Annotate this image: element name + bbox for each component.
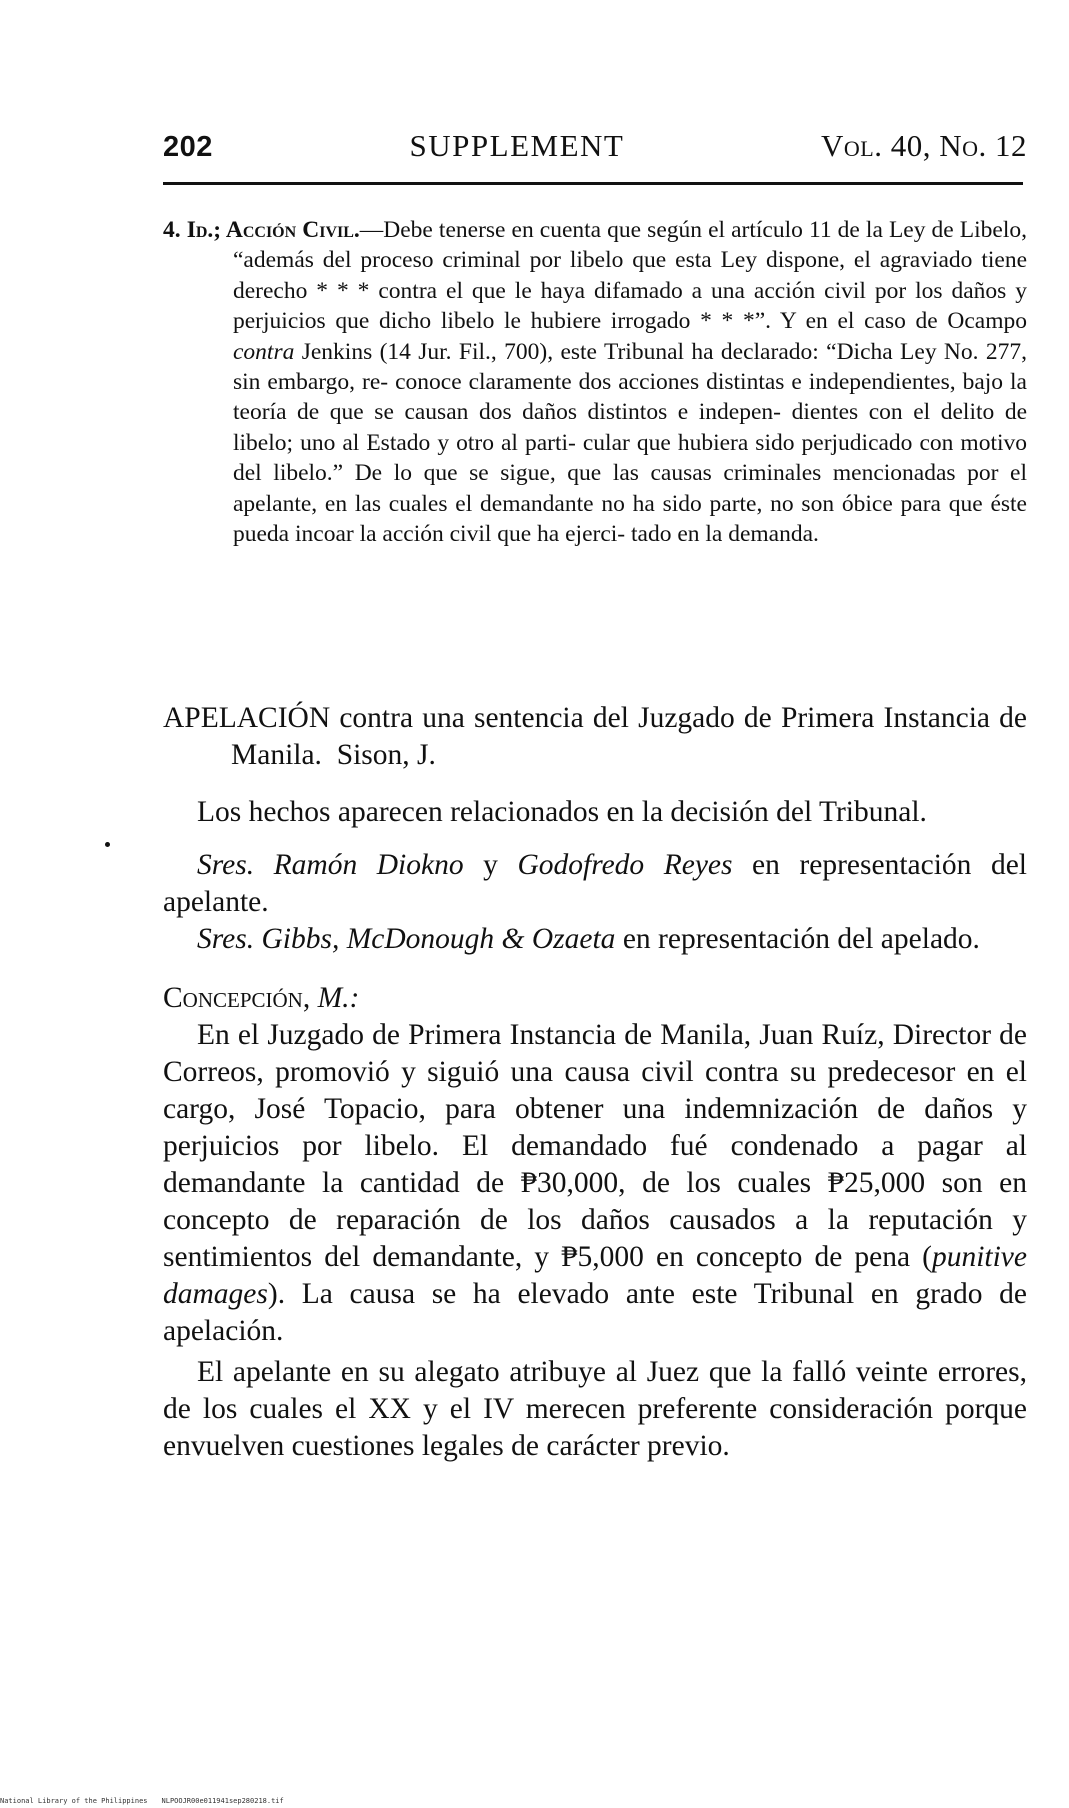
syllabus-line: 11 de la Ley de Libelo, “además del proceso criminal por bbox=[233, 217, 1028, 274]
syllabus-line: apelante, en las cuales el demandante no ha sido parte, no son bbox=[233, 490, 835, 517]
syllabus-line: lo que se sigue, que las causas criminales mencionadas por el bbox=[393, 460, 1028, 487]
paragraph: El apelante en su alegato atribuye al Juez que la falló veinte errores, de los cuales el XX y el IV merecen preferente consideración porque envuelven cuestiones legales de carácter previo. bbox=[163, 1356, 1027, 1462]
running-title: SUPPLEMENT bbox=[409, 128, 625, 163]
facts-statement: Los hechos aparecen relacionados en la decisión del Tribunal. bbox=[197, 796, 927, 828]
scan-speck bbox=[105, 842, 110, 847]
syllabus-line: Jenkins (14 Jur. Fil., 700), este bbox=[301, 338, 597, 365]
scan-footer: National Library of the Philippines NLPOOJR00e011941sep280218.tif bbox=[0, 1797, 284, 1805]
syllabus-line: dientes con el delito de libelo; uno al Estado y otro al parti- bbox=[233, 399, 1027, 456]
syllabus-contra: contra bbox=[233, 338, 295, 365]
syllabus-line: —Debe tenerse en cuenta que según el artículo bbox=[359, 217, 803, 243]
syllabus-line: conoce claramente dos acciones distintas e independientes, bajo bbox=[395, 369, 1004, 396]
header-rule bbox=[163, 182, 1023, 185]
paragraph: En el Juzgado de Primera Instancia de Manila, Juan Ruíz, Director de Correos, promovió y siguió una causa civil contra su predecesor en el cargo, José Topacio, para obtener una indemnización de daños y perjuicios por libelo. El demandado fué condenado a pagar al demandante la cantidad de ₱30,000, de los cuales ₱25,000 son en concepto de reparación de los daños causados a la reputación y sentimientos del demandante, y ₱5,000 en concepto de pena (punitive damages). La causa se ha elevado ante este Tribunal en grado de apelación. bbox=[163, 1019, 1027, 1347]
syllabus-lead: 4. Id.; Acción Civil. bbox=[163, 217, 360, 243]
syllabus-line: contra el que le haya difamado a una acción civil por los daños bbox=[378, 277, 1007, 304]
syllabus-line: libelo que esta Ley dispone, el agraviado tiene derecho * * * bbox=[233, 247, 1028, 304]
volume-label: Vol. 40, No. 12 bbox=[820, 128, 1027, 163]
syllabus-line: Tribunal ha declarado: “Dicha Ley No. 277, sin embargo, re- bbox=[233, 338, 1027, 396]
syllabus-line: cular que hubiera sido perjudicado con motivo del libelo.” De bbox=[233, 429, 1028, 487]
syllabus-line: la teoría de que se causan dos daños distintos e indepen- bbox=[233, 369, 1027, 426]
counsel-appellant: Sres. Ramón Diokno y Godofredo Reyes en representación del apelante. bbox=[163, 849, 1028, 918]
ponente: Concepción, M.: bbox=[163, 982, 360, 1014]
decision-body bbox=[163, 700, 1027, 1465]
appeal-statement: APELACIÓN contra una sentencia del Juzgado de Primera Instancia de Manila. Sison, J. bbox=[163, 702, 1027, 771]
syllabus-line: Y en el caso de Ocampo bbox=[779, 308, 1027, 335]
syllabus-line: tado en la demanda. bbox=[631, 521, 819, 548]
page-number: 202 bbox=[163, 131, 213, 163]
counsel-appellee: Sres. Gibbs, McDonough & Ozaeta en representación del apelado. bbox=[197, 923, 980, 955]
trial-judge: Sison, J. bbox=[336, 739, 436, 771]
syllabus-note bbox=[163, 215, 1027, 549]
syllabus-line: óbice para que éste pueda incoar la acción civil que ha ejerci- bbox=[233, 490, 1027, 548]
syllabus-line: y perjuicios que dicho libelo le hubiere irrogado * * *”. bbox=[233, 277, 1027, 335]
page-header bbox=[163, 128, 1027, 164]
